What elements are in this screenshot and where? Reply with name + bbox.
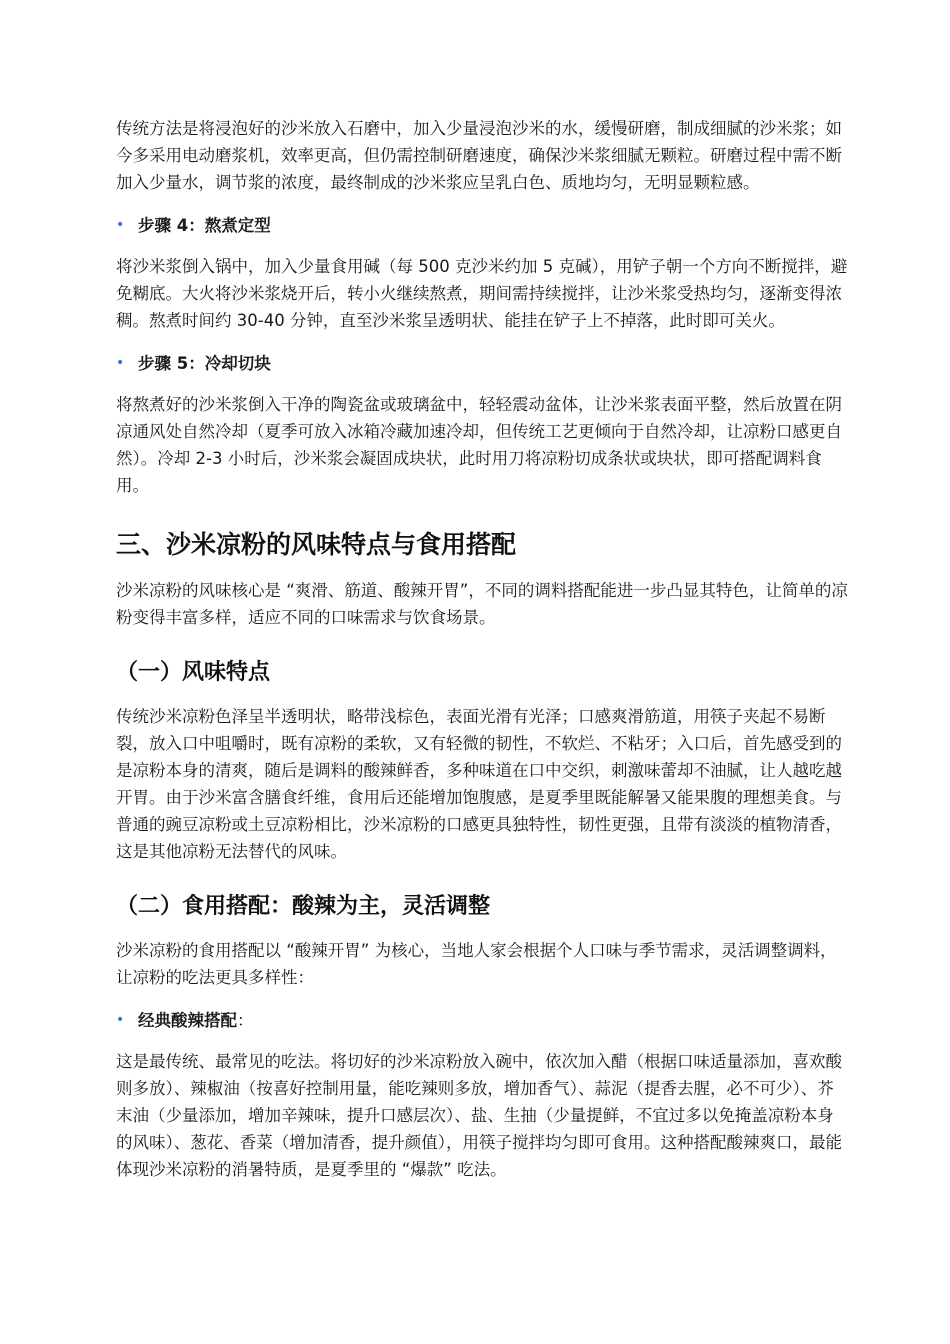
subheading-pairing: （二）食用搭配：酸辣为主，灵活调整: [116, 894, 491, 919]
bullet-label: 步骤 4：熬煮定型: [138, 216, 271, 235]
paragraph-boiling: 将沙米浆倒入锅中，加入少量食用碱（每 500 克沙米约加 5 克碱），用铲子朝一个方向不断搅拌，避免糊底。大火将沙米浆烧开后，转小火继续熬煮，期间需持续搅拌，让沙米浆受热均匀，逐渐变得浓稠。熬煮时间约 30-40 分钟，直至沙米浆呈透明状、能挂在铲子上不掉落，此时即可关火。: [116, 257, 848, 330]
section-heading: 三、沙米凉粉的风味特点与食用搭配: [116, 530, 517, 559]
bullet-classic-pairing: [116, 1007, 848, 1034]
bullet-dot-icon: •: [116, 217, 125, 233]
document-content: [116, 115, 848, 1183]
subheading-flavor: （一）风味特点: [116, 660, 271, 685]
bullet-step-4: [116, 212, 848, 239]
paragraph-flavor-features: 传统沙米凉粉色泽呈半透明状，略带浅棕色，表面光滑有光泽；口感爽滑筋道，用筷子夹起不易断裂，放入口中咀嚼时，既有凉粉的柔软，又有轻微的韧性，不软烂、不粘牙；入口后，首先感受到的是凉粉本身的清爽，随后是调料的酸辣鲜香，多种味道在口中交织，刺激味蕾却不油腻，让人越吃越开胃。由于沙米富含膳食纤维，食用后还能增加饱腹感，是夏季里既能解暑又能果腹的理想美食。与普通的豌豆凉粉或土豆凉粉相比，沙米凉粉的口感更具独特性，韧性更强，且带有淡淡的植物清香，这是其他凉粉无法替代的风味。: [116, 707, 842, 861]
bullet-label: 经典酸辣搭配: [138, 1011, 237, 1030]
paragraph-grinding: 传统方法是将浸泡好的沙米放入石磨中，加入少量浸泡沙米的水，缓慢研磨，制成细腻的沙米浆；如今多采用电动磨浆机，效率更高，但仍需控制研磨速度，确保沙米浆细腻无颗粒。研磨过程中需不断加入少量水，调节浆的浓度，最终制成的沙米浆应呈乳白色、质地均匀，无明显颗粒感。: [116, 119, 842, 192]
bullet-step-5: [116, 350, 848, 377]
paragraph-flavor-core: 沙米凉粉的风味核心是 “爽滑、筋道、酸辣开胃”，不同的调料搭配能进一步凸显其特色，让简单的凉粉变得丰富多样，适应不同的口味需求与饮食场景。: [116, 581, 848, 627]
paragraph-cooling: 将熬煮好的沙米浆倒入干净的陶瓷盆或玻璃盆中，轻轻震动盆体，让沙米浆表面平整，然后放置在阴凉通风处自然冷却（夏季可放入冰箱冷藏加速冷却，但传统工艺更倾向于自然冷却，让凉粉口感更自然）。冷却 2-3 小时后，沙米浆会凝固成块状，此时用刀将凉粉切成条状或块状，即可搭配调料食用。: [116, 395, 842, 495]
paragraph-pairing-intro: 沙米凉粉的食用搭配以 “酸辣开胃” 为核心，当地人家会根据个人口味与季节需求，灵活调整调料，让凉粉的吃法更具多样性：: [116, 941, 837, 987]
bullet-suffix: ：: [237, 1011, 254, 1030]
paragraph-classic-pairing: 这是最传统、最常见的吃法。将切好的沙米凉粉放入碗中，依次加入醋（根据口味适量添加，喜欢酸则多放）、辣椒油（按喜好控制用量，能吃辣则多放，增加香气）、蒜泥（提香去腥，必不可少）、芥末油（少量添加，增加辛辣味，提升口感层次）、盐、生抽（少量提鲜，不宜过多以免掩盖凉粉本身的风味）、葱花、香菜（增加清香，提升颜值），用筷子搅拌均匀即可食用。这种搭配酸辣爽口，最能体现沙米凉粉的消暑特质，是夏季里的 “爆款” 吃法。: [116, 1052, 842, 1179]
bullet-dot-icon: •: [116, 1012, 125, 1028]
bullet-label: 步骤 5：冷却切块: [138, 354, 271, 373]
bullet-dot-icon: •: [116, 355, 125, 371]
